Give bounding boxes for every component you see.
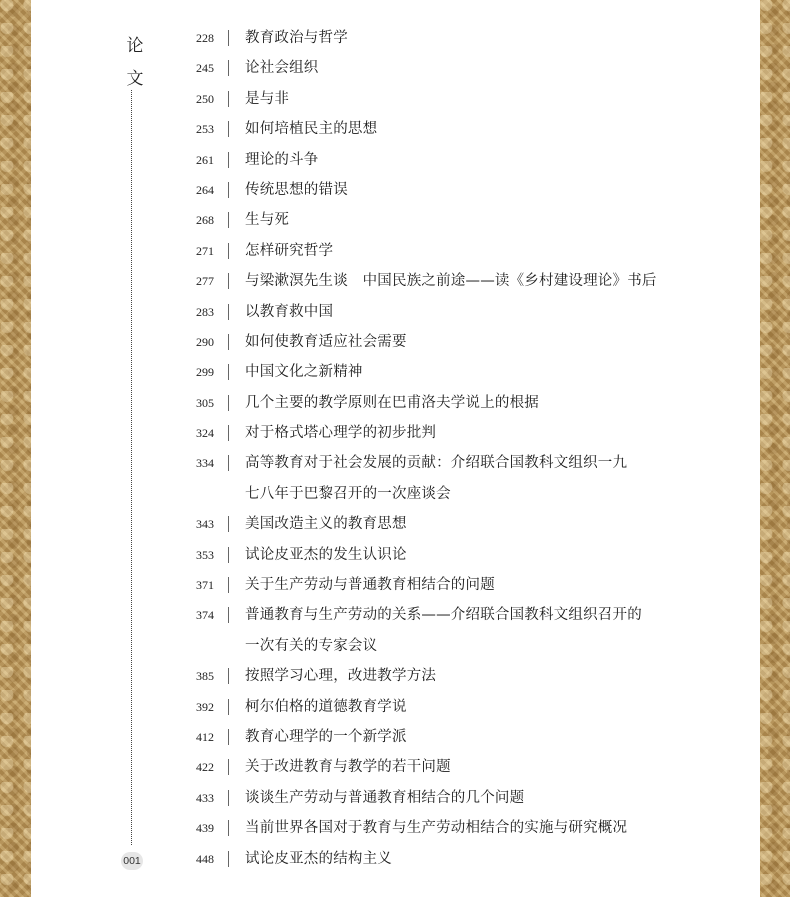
toc-page-number: 422 [196, 760, 214, 775]
toc-title: 如何培植民主的思想 [245, 121, 378, 138]
toc-entry[interactable] [31, 23, 760, 53]
toc-entry[interactable] [31, 297, 760, 327]
vertical-separator [228, 152, 229, 168]
toc-line [31, 327, 760, 357]
toc-line [31, 722, 760, 752]
toc-line [31, 297, 760, 327]
toc-title: 传统思想的错误 [245, 181, 348, 198]
toc-title: 是与非 [245, 90, 290, 107]
toc-page-number: 392 [196, 699, 214, 714]
toc-line [31, 600, 760, 630]
toc-entry[interactable] [31, 844, 760, 874]
toc-line [31, 783, 760, 813]
vertical-separator [228, 182, 229, 198]
toc-title: 关于改进教育与教学的若干问题 [245, 759, 451, 776]
toc-line [31, 175, 760, 205]
toc-entry[interactable] [31, 266, 760, 296]
toc-line [31, 236, 760, 266]
toc-line [31, 53, 760, 83]
toc-title: 生与死 [245, 212, 290, 229]
toc-page-number: 277 [196, 274, 214, 289]
vertical-separator [228, 820, 229, 836]
toc-title: 教育心理学的一个新学派 [245, 728, 407, 745]
book-page [31, 0, 760, 897]
toc-entry[interactable] [31, 752, 760, 782]
toc-line-continued [31, 631, 760, 661]
toc-line [31, 357, 760, 387]
toc-entry[interactable] [31, 692, 760, 722]
toc-entry[interactable] [31, 388, 760, 418]
toc-page-number: 253 [196, 122, 214, 137]
toc-entry[interactable] [31, 145, 760, 175]
toc-entry[interactable] [31, 540, 760, 570]
toc-page-number: 324 [196, 426, 214, 441]
toc-page-number: 433 [196, 790, 214, 805]
toc-title: 当前世界各国对于教育与生产劳动相结合的实施与研究概况 [245, 820, 628, 837]
toc-entry[interactable] [31, 84, 760, 114]
toc-line [31, 692, 760, 722]
toc-page-number: 271 [196, 243, 214, 258]
toc-title: 美国改造主义的教育思想 [245, 516, 407, 533]
vertical-separator [228, 729, 229, 745]
toc-line [31, 114, 760, 144]
toc-entry[interactable] [31, 327, 760, 357]
toc-line [31, 266, 760, 296]
toc-title: 高等教育对于社会发展的贡献：介绍联合国教科文组织一九 [245, 455, 628, 472]
toc-title: 中国文化之新精神 [245, 364, 363, 381]
toc-page-number: 374 [196, 608, 214, 623]
toc-page-number: 385 [196, 669, 214, 684]
toc-line [31, 540, 760, 570]
vertical-separator [228, 364, 229, 380]
vertical-separator [228, 425, 229, 441]
vertical-separator [228, 334, 229, 350]
vertical-separator [228, 30, 229, 46]
toc-entry[interactable] [31, 357, 760, 387]
vertical-separator [228, 455, 229, 471]
toc-title: 柯尔伯格的道德教育学说 [245, 698, 407, 715]
toc-title: 如何使教育适应社会需要 [245, 333, 407, 350]
section-label-char: 文 [126, 69, 144, 89]
toc-line [31, 205, 760, 235]
toc-title: 谈谈生产劳动与普通教育相结合的几个问题 [245, 789, 525, 806]
section-label-char: 论 [126, 36, 144, 56]
toc-page-number: 439 [196, 821, 214, 836]
toc-entry[interactable] [31, 509, 760, 539]
toc-title: 按照学习心理，改进教学方法 [245, 668, 437, 685]
toc-line [31, 23, 760, 53]
toc-entry[interactable] [31, 600, 760, 661]
toc-title: 与梁漱溟先生谈 中国民族之前途——读《乡村建设理论》书后 [245, 273, 657, 290]
toc-entry[interactable] [31, 570, 760, 600]
toc-line [31, 418, 760, 448]
toc-page-number: 250 [196, 91, 214, 106]
toc-entry[interactable] [31, 722, 760, 752]
toc-page-number: 261 [196, 152, 214, 167]
toc-title-continued: 七八年于巴黎召开的一次座谈会 [245, 485, 451, 502]
table-of-contents [31, 23, 760, 874]
toc-entry[interactable] [31, 448, 760, 509]
toc-title: 以教育救中国 [245, 303, 334, 320]
vertical-separator [228, 759, 229, 775]
toc-entry[interactable] [31, 236, 760, 266]
toc-line [31, 844, 760, 874]
toc-line [31, 752, 760, 782]
toc-title: 对于格式塔心理学的初步批判 [245, 425, 437, 442]
toc-line [31, 448, 760, 478]
toc-title: 关于生产劳动与普通教育相结合的问题 [245, 577, 495, 594]
vertical-separator [228, 395, 229, 411]
vertical-separator [228, 273, 229, 289]
toc-line [31, 145, 760, 175]
toc-entry[interactable] [31, 418, 760, 448]
toc-page-number: 268 [196, 213, 214, 228]
toc-title: 论社会组织 [245, 60, 319, 77]
toc-page-number: 305 [196, 395, 214, 410]
toc-line [31, 813, 760, 843]
toc-entry[interactable] [31, 114, 760, 144]
toc-page-number: 228 [196, 31, 214, 45]
vertical-separator [228, 547, 229, 563]
vertical-separator [228, 851, 229, 867]
toc-page-number: 353 [196, 547, 214, 562]
toc-page-number: 448 [196, 851, 214, 866]
vertical-separator [228, 60, 229, 76]
toc-page-number: 334 [196, 456, 214, 471]
toc-line [31, 661, 760, 691]
vertical-separator [228, 304, 229, 320]
toc-line [31, 388, 760, 418]
toc-title: 试论皮亚杰的结构主义 [245, 850, 392, 867]
toc-title: 几个主要的教学原则在巴甫洛夫学说上的根据 [245, 394, 539, 411]
vertical-separator [228, 243, 229, 259]
vertical-separator [228, 212, 229, 228]
toc-title: 教育政治与哲学 [245, 30, 348, 46]
toc-entry[interactable] [31, 53, 760, 83]
toc-title: 试论皮亚杰的发生认识论 [245, 546, 407, 563]
toc-entry[interactable] [31, 661, 760, 691]
vertical-separator [228, 790, 229, 806]
toc-page-number: 343 [196, 517, 214, 532]
vertical-separator [228, 91, 229, 107]
toc-title: 普通教育与生产劳动的关系——介绍联合国教科文组织召开的 [245, 607, 642, 624]
toc-page-number: 371 [196, 578, 214, 593]
toc-line-continued [31, 479, 760, 509]
toc-title: 理论的斗争 [245, 151, 319, 168]
toc-entry[interactable] [31, 783, 760, 813]
page-number: 001 [121, 852, 143, 870]
vertical-separator [228, 699, 229, 715]
vertical-separator [228, 121, 229, 137]
toc-page-number: 299 [196, 365, 214, 380]
vertical-separator [228, 607, 229, 623]
toc-title: 怎样研究哲学 [245, 242, 334, 259]
toc-entry[interactable] [31, 813, 760, 843]
toc-line [31, 570, 760, 600]
toc-entry[interactable] [31, 175, 760, 205]
toc-page-number: 412 [196, 729, 214, 744]
vertical-separator [228, 516, 229, 532]
toc-line [31, 84, 760, 114]
vertical-separator [228, 668, 229, 684]
toc-page-number: 245 [196, 61, 214, 76]
toc-entry[interactable] [31, 205, 760, 235]
vertical-separator [228, 577, 229, 593]
toc-line [31, 509, 760, 539]
toc-page-number: 283 [196, 304, 214, 319]
toc-page-number: 264 [196, 182, 214, 197]
toc-page-number: 290 [196, 334, 214, 349]
toc-title-continued: 一次有关的专家会议 [245, 637, 378, 654]
